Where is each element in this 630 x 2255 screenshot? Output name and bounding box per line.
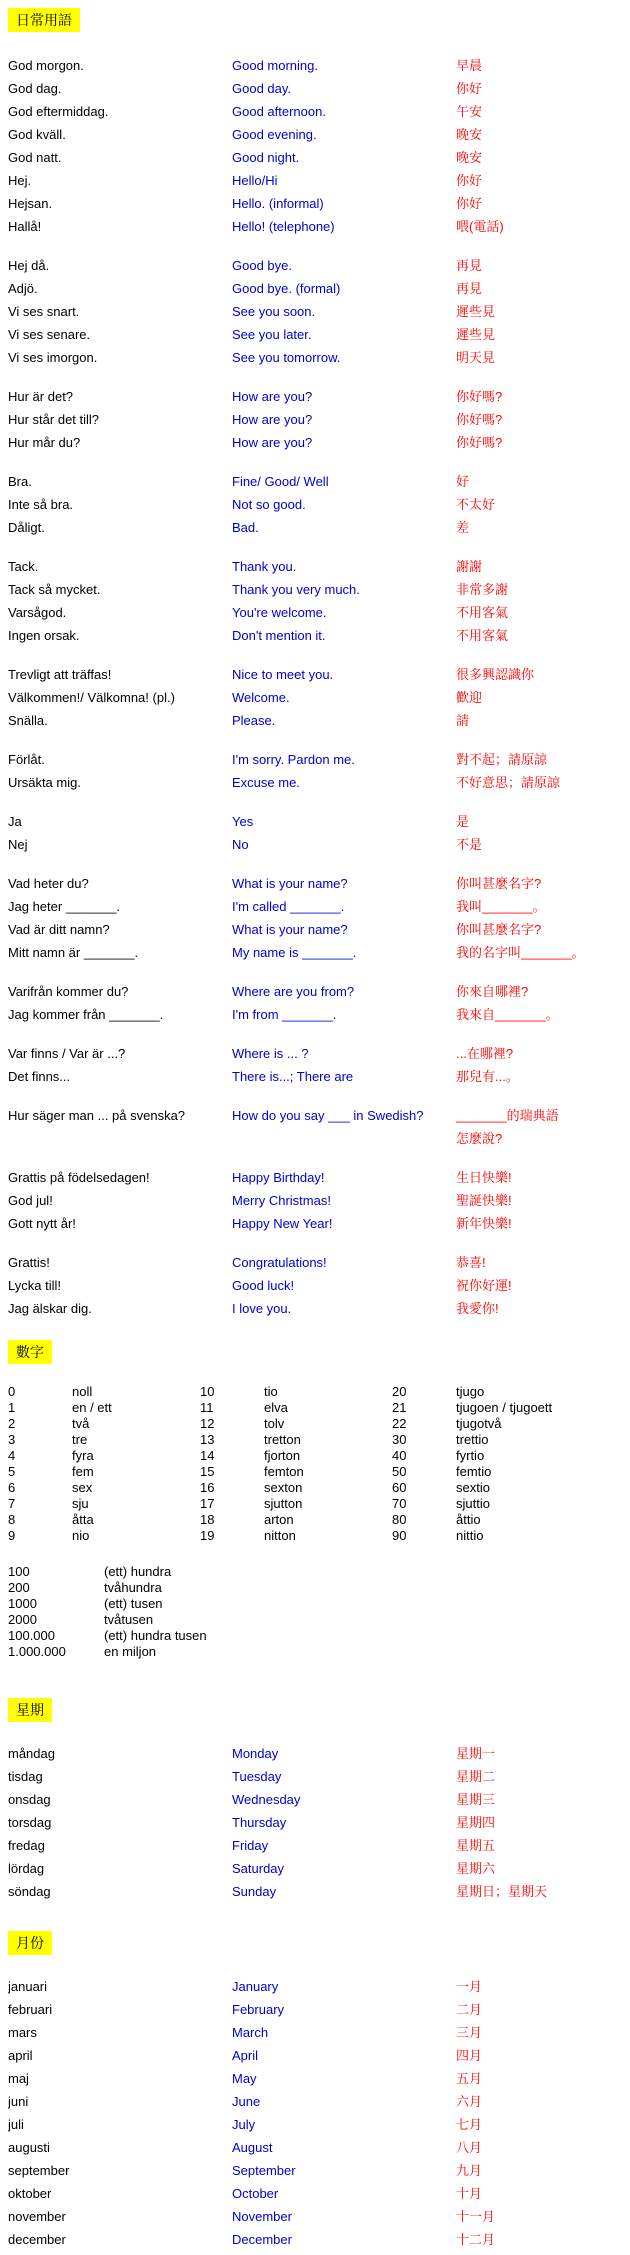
number-digit: 100 <box>8 1564 30 1579</box>
english-weekday: Monday <box>232 1746 279 1761</box>
english-phrase: How are you? <box>232 435 313 450</box>
english-phrase: Hello/Hi <box>232 173 278 188</box>
section-heading-phrases: 日常用語 <box>8 8 80 32</box>
number-word: noll <box>72 1384 93 1399</box>
number-word: tjugoen / tjugoett <box>456 1400 553 1415</box>
number-digit: 0 <box>8 1384 16 1399</box>
chinese-phrase: 那兒有...。 <box>456 1069 519 1084</box>
chinese-phrase: 你來自哪裡? <box>456 984 529 999</box>
number-word: tvåtusen <box>104 1612 154 1627</box>
number-word: femtio <box>456 1464 492 1479</box>
english-month: April <box>232 2048 259 2063</box>
swedish-month: oktober <box>8 2186 52 2201</box>
swedish-phrase: God morgon. <box>8 58 84 73</box>
swedish-weekday: måndag <box>8 1746 55 1761</box>
number-digit: 70 <box>392 1496 407 1511</box>
english-weekday: Saturday <box>232 1861 285 1876</box>
english-phrase: You're welcome. <box>232 605 327 620</box>
swedish-weekday: fredag <box>8 1838 45 1853</box>
english-phrase <box>232 1127 456 1150</box>
english-month: November <box>232 2209 292 2224</box>
chinese-month: 九月 <box>456 2163 483 2178</box>
english-month: August <box>232 2140 273 2155</box>
chinese-phrase: 午安 <box>456 104 483 119</box>
number-word: sexton <box>264 1480 303 1495</box>
chinese-phrase: ...在哪裡? <box>456 1046 514 1061</box>
english-phrase: How are you? <box>232 389 313 404</box>
number-word: nitton <box>264 1528 296 1543</box>
chinese-phrase: 不用客氣 <box>456 605 509 620</box>
english-phrase: Congratulations! <box>232 1255 327 1270</box>
swedish-phrase: Dåligt. <box>8 520 45 535</box>
english-phrase: What is your name? <box>232 876 348 891</box>
chinese-weekday: 星期二 <box>456 1769 496 1784</box>
chinese-phrase: 請 <box>456 713 470 728</box>
swedish-phrase: Adjö. <box>8 281 38 296</box>
chinese-weekday: 星期日；星期天 <box>456 1884 548 1899</box>
english-phrase: What is your name? <box>232 922 348 937</box>
english-weekday: Wednesday <box>232 1792 301 1807</box>
number-digit: 50 <box>392 1464 407 1479</box>
english-phrase: Not so good. <box>232 497 306 512</box>
number-digit: 1.000.000 <box>8 1644 66 1659</box>
number-word: sextio <box>456 1480 490 1495</box>
swedish-weekday: tisdag <box>8 1769 43 1784</box>
english-month: October <box>232 2186 279 2201</box>
english-phrase: Thank you. <box>232 559 297 574</box>
number-digit: 15 <box>200 1464 215 1479</box>
chinese-phrase: 晚安 <box>456 127 483 142</box>
number-word: tre <box>72 1432 88 1447</box>
chinese-month: 四月 <box>456 2048 483 2063</box>
chinese-phrase: 我的名字叫_______。 <box>456 945 585 960</box>
chinese-phrase: 謝謝 <box>456 559 483 574</box>
chinese-phrase: 不用客氣 <box>456 628 509 643</box>
english-month: March <box>232 2025 269 2040</box>
chinese-month: 二月 <box>456 2002 483 2017</box>
phrase-group <box>8 663 622 732</box>
number-digit: 200 <box>8 1580 30 1595</box>
english-phrase: Good bye. <box>232 258 292 273</box>
chinese-phrase: 你好嗎? <box>456 389 503 404</box>
english-phrase: See you tomorrow. <box>232 350 341 365</box>
chinese-month: 五月 <box>456 2071 483 2086</box>
swedish-phrase: God eftermiddag. <box>8 104 109 119</box>
swedish-weekday: onsdag <box>8 1792 51 1807</box>
phrases-table <box>8 54 622 1320</box>
swedish-phrase: Jag kommer från _______. <box>8 1007 164 1022</box>
number-digit: 100.000 <box>8 1628 55 1643</box>
english-phrase: Where are you from? <box>232 984 355 999</box>
phrase-group <box>8 1104 622 1150</box>
number-digit: 18 <box>200 1512 215 1527</box>
english-phrase: There is...; There are <box>232 1069 354 1084</box>
english-phrase: Thank you very much. <box>232 582 360 597</box>
number-digit: 22 <box>392 1416 407 1431</box>
phrase-group <box>8 254 622 369</box>
swedish-phrase: Grattis på födelsedagen! <box>8 1170 150 1185</box>
chinese-phrase: 喂(電話) <box>456 219 504 234</box>
chinese-phrase: 是 <box>456 814 470 829</box>
english-phrase: Good luck! <box>232 1278 295 1293</box>
swedish-phrase: Trevligt att träffas! <box>8 667 112 682</box>
english-phrase: Fine/ Good/ Well <box>232 474 329 489</box>
number-digit: 4 <box>8 1448 16 1463</box>
chinese-phrase: 遲些見 <box>456 304 496 319</box>
chinese-phrase: 明天見 <box>456 350 496 365</box>
number-digit: 20 <box>392 1384 407 1399</box>
chinese-phrase: 我叫_______。 <box>456 899 546 914</box>
chinese-month: 十一月 <box>456 2209 496 2224</box>
number-digit: 14 <box>200 1448 215 1463</box>
english-month: December <box>232 2232 292 2247</box>
swedish-phrase: Tack. <box>8 559 39 574</box>
swedish-month: september <box>8 2163 70 2178</box>
number-digit: 7 <box>8 1496 16 1511</box>
swedish-phrase: Vad heter du? <box>8 876 89 891</box>
swedish-phrase: Snälla. <box>8 713 48 728</box>
phrase-group <box>8 470 622 539</box>
number-digit: 1 <box>8 1400 16 1415</box>
number-digit: 21 <box>392 1400 407 1415</box>
english-phrase: See you later. <box>232 327 312 342</box>
swedish-phrase: Ja <box>8 814 22 829</box>
swedish-phrase: Hejsan. <box>8 196 53 211</box>
number-digit: 19 <box>200 1528 215 1543</box>
swedish-month: maj <box>8 2071 29 2086</box>
chinese-phrase: 再見 <box>456 258 483 273</box>
number-word: tio <box>264 1384 278 1399</box>
chinese-weekday: 星期三 <box>456 1792 496 1807</box>
number-digit: 60 <box>392 1480 407 1495</box>
english-phrase: Hello! (telephone) <box>232 219 335 234</box>
number-word: fyrtio <box>456 1448 485 1463</box>
swedish-month: juli <box>8 2117 24 2132</box>
swedish-phrase: God kväll. <box>8 127 66 142</box>
chinese-phrase: 你叫甚麼名字? <box>456 876 542 891</box>
number-word: fem <box>72 1464 94 1479</box>
number-digit: 30 <box>392 1432 407 1447</box>
chinese-month: 三月 <box>456 2025 483 2040</box>
phrase-group <box>8 555 622 647</box>
english-phrase: My name is _______. <box>232 945 357 960</box>
swedish-phrase: Ingen orsak. <box>8 628 80 643</box>
swedish-phrase: Tack så mycket. <box>8 582 101 597</box>
number-digit: 90 <box>392 1528 407 1543</box>
number-word: trettio <box>456 1432 489 1447</box>
chinese-month: 十月 <box>456 2186 483 2201</box>
number-word: en miljon <box>104 1644 157 1659</box>
english-weekday: Thursday <box>232 1815 287 1830</box>
number-word: (ett) hundra <box>104 1564 172 1579</box>
number-word: (ett) hundra tusen <box>104 1628 207 1643</box>
chinese-phrase: 不好意思；請原諒 <box>456 775 561 790</box>
english-phrase: Good day. <box>232 81 292 96</box>
section-months <box>8 1931 622 2251</box>
section-heading-weekdays: 星期 <box>8 1698 52 1722</box>
english-phrase: Good afternoon. <box>232 104 326 119</box>
english-phrase: Nice to meet you. <box>232 667 334 682</box>
number-word: nittio <box>456 1528 484 1543</box>
chinese-month: 十二月 <box>456 2232 496 2247</box>
chinese-phrase: 非常多謝 <box>456 582 509 597</box>
chinese-month: 一月 <box>456 1979 483 1994</box>
chinese-month: 七月 <box>456 2117 483 2132</box>
chinese-weekday: 星期一 <box>456 1746 496 1761</box>
swedish-weekday: torsdag <box>8 1815 52 1830</box>
chinese-weekday: 星期六 <box>456 1861 496 1876</box>
chinese-month: 六月 <box>456 2094 483 2109</box>
swedish-phrase: God jul! <box>8 1193 53 1208</box>
chinese-phrase: 再見 <box>456 281 483 296</box>
swedish-phrase: Inte så bra. <box>8 497 74 512</box>
chinese-phrase: 早晨 <box>456 58 483 73</box>
english-phrase: Don't mention it. <box>232 628 326 643</box>
swedish-phrase: Varsågod. <box>8 605 67 620</box>
number-word: arton <box>264 1512 294 1527</box>
swedish-phrase: Grattis! <box>8 1255 50 1270</box>
english-phrase: Good night. <box>232 150 300 165</box>
section-phrases <box>8 8 622 1320</box>
chinese-phrase: 不太好 <box>456 497 496 512</box>
chinese-phrase: 我愛你! <box>456 1301 499 1316</box>
swedish-phrase: Vad är ditt namn? <box>8 922 110 937</box>
english-phrase: Where is ... ? <box>232 1046 309 1061</box>
phrase-group <box>8 54 622 238</box>
number-word: (ett) tusen <box>104 1596 163 1611</box>
english-phrase: Happy New Year! <box>232 1216 333 1231</box>
swedish-phrase: Välkommen!/ Välkomna! (pl.) <box>8 690 175 705</box>
number-word: sjutton <box>264 1496 303 1511</box>
chinese-phrase: 你好嗎? <box>456 412 503 427</box>
swedish-phrase: God dag. <box>8 81 62 96</box>
swedish-phrase: Hej. <box>8 173 32 188</box>
number-word: femton <box>264 1464 304 1479</box>
chinese-phrase: 生日快樂! <box>456 1170 512 1185</box>
swedish-phrase: Nej <box>8 837 28 852</box>
number-digit: 16 <box>200 1480 215 1495</box>
english-month: January <box>232 1979 279 1994</box>
number-digit: 17 <box>200 1496 215 1511</box>
number-digit: 10 <box>200 1384 215 1399</box>
number-digit: 8 <box>8 1512 16 1527</box>
swedish-phrase: Vi ses snart. <box>8 304 80 319</box>
chinese-phrase: 對不起；請原諒 <box>456 752 548 767</box>
chinese-phrase: 不是 <box>456 837 483 852</box>
chinese-phrase: 你叫甚麼名字? <box>456 922 542 937</box>
weekdays-table <box>8 1742 622 1903</box>
swedish-phrase: Jag heter _______. <box>8 899 121 914</box>
chinese-phrase: 恭喜! <box>456 1255 486 1270</box>
chinese-weekday: 星期五 <box>456 1838 496 1853</box>
phrase-group <box>8 1166 622 1235</box>
number-word: tjugo <box>456 1384 485 1399</box>
english-phrase: I'm sorry. Pardon me. <box>232 752 355 767</box>
number-word: sju <box>72 1496 89 1511</box>
swedish-month: mars <box>8 2025 37 2040</box>
number-word: åtta <box>72 1512 94 1527</box>
number-word: tolv <box>264 1416 285 1431</box>
chinese-phrase: 祝你好運! <box>456 1278 512 1293</box>
swedish-phrase: Var finns / Var är ...? <box>8 1046 126 1061</box>
number-digit: 5 <box>8 1464 16 1479</box>
number-digit: 11 <box>200 1400 214 1415</box>
swedish-phrase: Vi ses imorgon. <box>8 350 98 365</box>
chinese-phrase: 歡迎 <box>456 690 483 705</box>
english-weekday: Sunday <box>232 1884 277 1899</box>
chinese-weekday: 星期四 <box>456 1815 496 1830</box>
english-month: September <box>232 2163 296 2178</box>
english-phrase: Good bye. (formal) <box>232 281 341 296</box>
swedish-phrase <box>8 1127 232 1150</box>
swedish-month: november <box>8 2209 66 2224</box>
number-digit: 80 <box>392 1512 407 1527</box>
chinese-phrase: 你好嗎? <box>456 435 503 450</box>
swedish-month: januari <box>8 1979 48 1994</box>
english-phrase: Bad. <box>232 520 259 535</box>
number-word: fyra <box>72 1448 94 1463</box>
english-phrase: Yes <box>232 814 254 829</box>
swedish-weekday: lördag <box>8 1861 45 1876</box>
english-phrase: How are you? <box>232 412 313 427</box>
english-phrase: I love you. <box>232 1301 292 1316</box>
swedish-month: augusti <box>8 2140 50 2155</box>
english-phrase: See you soon. <box>232 304 316 319</box>
english-weekday: Friday <box>232 1838 269 1853</box>
english-phrase: I'm called _______. <box>232 899 345 914</box>
phrase-group <box>8 1042 622 1088</box>
english-month: February <box>232 2002 285 2017</box>
number-word: sjuttio <box>456 1496 490 1511</box>
swedish-phrase: Bra. <box>8 474 32 489</box>
number-digit: 9 <box>8 1528 16 1543</box>
english-phrase: Welcome. <box>232 690 290 705</box>
english-phrase: Happy Birthday! <box>232 1170 325 1185</box>
number-word: tvåhundra <box>104 1580 162 1595</box>
number-word: nio <box>72 1528 90 1543</box>
swedish-phrase: Hur mår du? <box>8 435 81 450</box>
swedish-phrase: Hej då. <box>8 258 50 273</box>
section-weekdays <box>8 1698 622 1903</box>
chinese-phrase: 很多興認識你 <box>456 667 535 682</box>
swedish-phrase: Jag älskar dig. <box>8 1301 92 1316</box>
number-word: elva <box>264 1400 288 1415</box>
large-numbers-table <box>8 1564 622 1660</box>
swedish-weekday: söndag <box>8 1884 51 1899</box>
phrase-group <box>8 810 622 856</box>
number-digit: 13 <box>200 1432 215 1447</box>
chinese-phrase: 晚安 <box>456 150 483 165</box>
swedish-phrase: God natt. <box>8 150 62 165</box>
number-word: en / ett <box>72 1400 112 1415</box>
chinese-phrase: 差 <box>456 520 470 535</box>
swedish-phrase: Mitt namn är _______. <box>8 945 139 960</box>
swedish-month: juni <box>8 2094 29 2109</box>
english-phrase: Good evening. <box>232 127 317 142</box>
english-phrase: Merry Christmas! <box>232 1193 331 1208</box>
english-month: May <box>232 2071 257 2086</box>
english-weekday: Tuesday <box>232 1769 282 1784</box>
english-phrase: How do you say ___ in Swedish? <box>232 1108 424 1123</box>
chinese-phrase: 好 <box>456 474 470 489</box>
swedish-phrase: Hur säger man ... på svenska? <box>8 1108 186 1123</box>
chinese-phrase: 你好 <box>456 196 483 211</box>
swedish-phrase: Lycka till! <box>8 1278 61 1293</box>
english-phrase: Please. <box>232 713 276 728</box>
swedish-phrase: Ursäkta mig. <box>8 775 81 790</box>
months-table <box>8 1975 622 2251</box>
section-numbers <box>8 1340 622 1660</box>
numbers-table <box>8 1384 622 1544</box>
phrase-group <box>8 1251 622 1320</box>
number-word: två <box>72 1416 90 1431</box>
swedish-month: april <box>8 2048 33 2063</box>
phrase-group <box>8 748 622 794</box>
swedish-phrase: Gott nytt år! <box>8 1216 76 1231</box>
number-digit: 2 <box>8 1416 16 1431</box>
number-digit: 3 <box>8 1432 16 1447</box>
number-digit: 2000 <box>8 1612 37 1627</box>
english-phrase: Excuse me. <box>232 775 300 790</box>
number-word: sex <box>72 1480 93 1495</box>
phrasebook-page <box>8 8 622 2251</box>
swedish-phrase: Hallå! <box>8 219 42 234</box>
section-heading-numbers: 數字 <box>8 1340 52 1364</box>
swedish-phrase: Vi ses senare. <box>8 327 91 342</box>
swedish-phrase: Hur står det till? <box>8 412 100 427</box>
number-digit: 1000 <box>8 1596 37 1611</box>
english-phrase: Hello. (informal) <box>232 196 324 211</box>
english-month: June <box>232 2094 261 2109</box>
swedish-phrase: Varifrån kommer du? <box>8 984 129 999</box>
number-word: tretton <box>264 1432 301 1447</box>
number-digit: 6 <box>8 1480 16 1495</box>
swedish-phrase: Det finns... <box>8 1069 71 1084</box>
chinese-phrase: 怎麼說? <box>456 1131 503 1146</box>
number-digit: 12 <box>200 1416 215 1431</box>
number-digit: 40 <box>392 1448 407 1463</box>
phrase-group <box>8 385 622 454</box>
english-month: July <box>232 2117 256 2132</box>
swedish-phrase: Hur är det? <box>8 389 74 404</box>
chinese-phrase: 我來自_______。 <box>456 1007 559 1022</box>
english-phrase: I'm from _______. <box>232 1007 337 1022</box>
number-word: åttio <box>456 1512 481 1527</box>
swedish-month: december <box>8 2232 66 2247</box>
number-word: tjugotvå <box>456 1416 502 1431</box>
chinese-phrase: 新年快樂! <box>456 1216 512 1231</box>
english-phrase: Good morning. <box>232 58 318 73</box>
phrase-group <box>8 872 622 964</box>
section-heading-months: 月份 <box>8 1931 52 1955</box>
swedish-month: februari <box>8 2002 53 2017</box>
number-word: fjorton <box>264 1448 301 1463</box>
chinese-phrase: 遲些見 <box>456 327 496 342</box>
chinese-phrase: 你好 <box>456 81 483 96</box>
chinese-month: 八月 <box>456 2140 483 2155</box>
swedish-phrase: Förlåt. <box>8 752 45 767</box>
phrase-group <box>8 980 622 1026</box>
chinese-phrase: _______的瑞典語 <box>456 1108 559 1123</box>
chinese-phrase: 你好 <box>456 173 483 188</box>
english-phrase: No <box>232 837 249 852</box>
chinese-phrase: 聖誕快樂! <box>456 1193 512 1208</box>
